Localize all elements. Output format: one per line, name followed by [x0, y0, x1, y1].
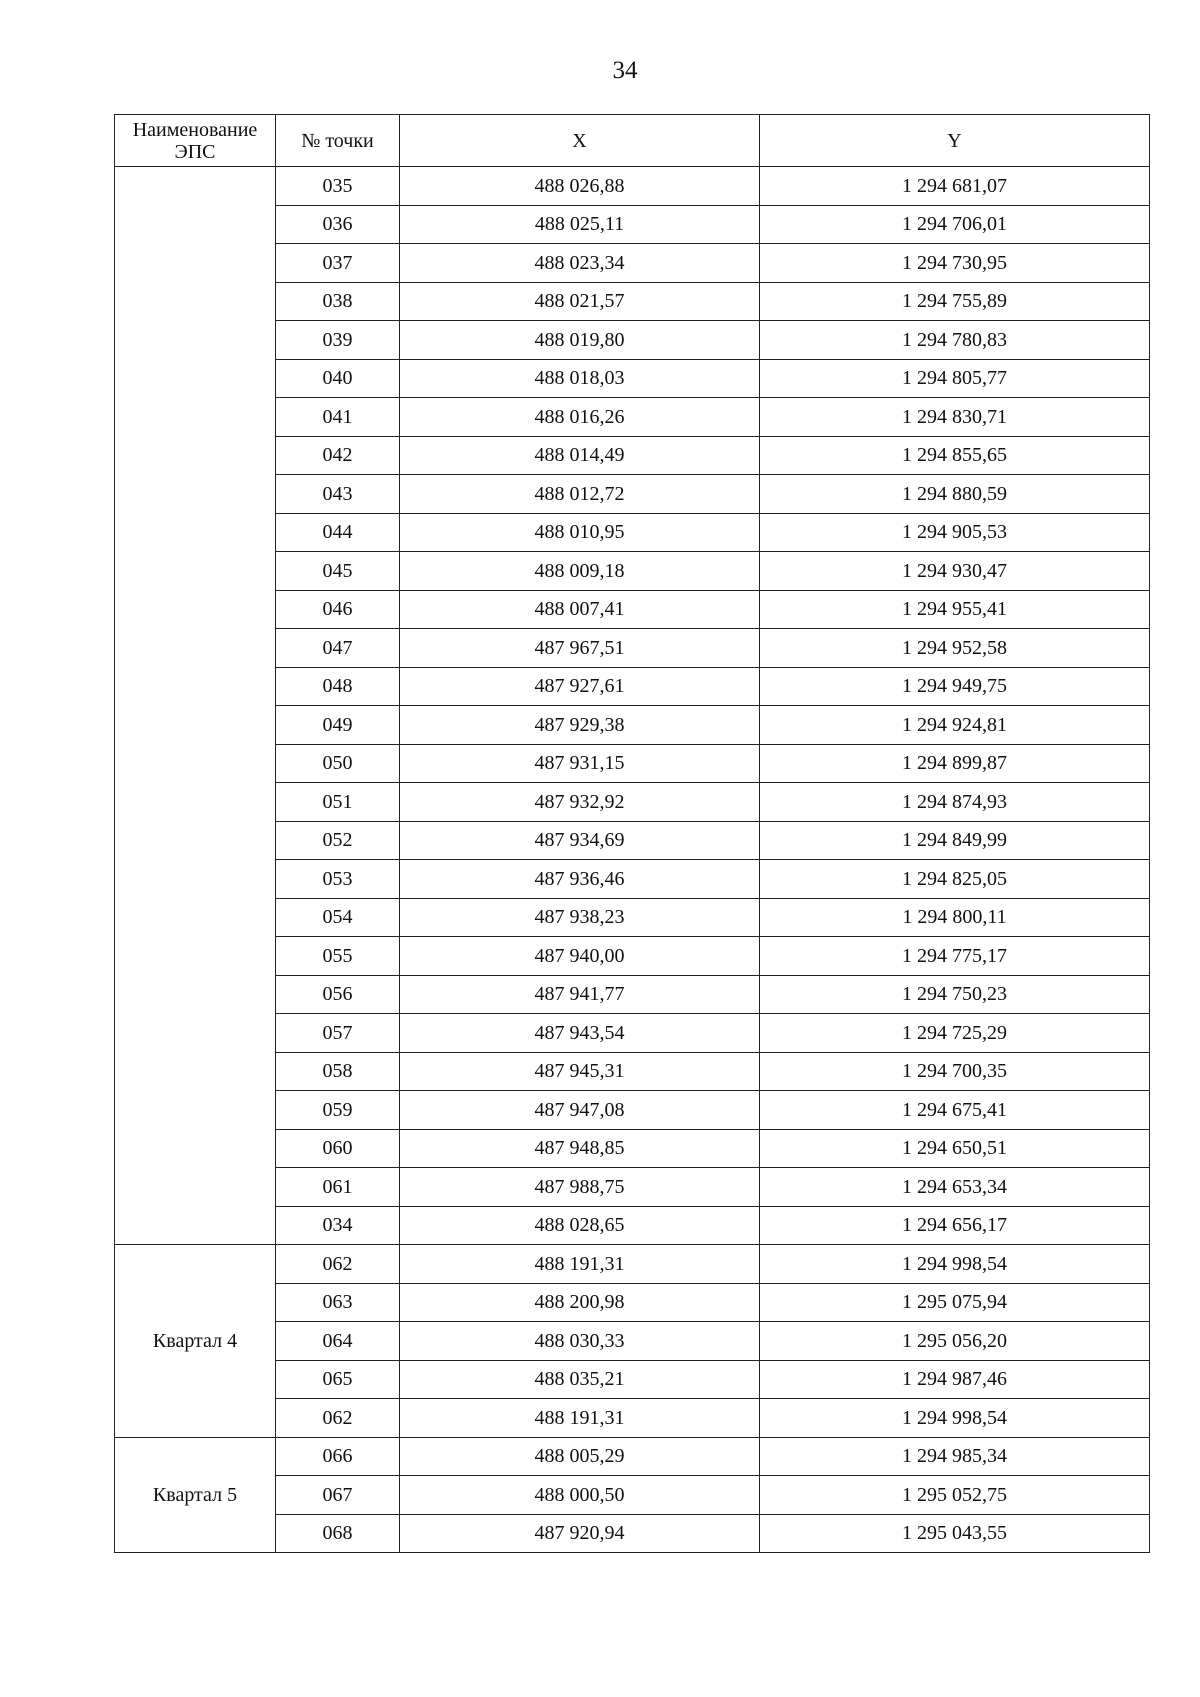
x-cell: 487 967,51 — [400, 629, 760, 668]
y-cell: 1 295 056,20 — [760, 1322, 1150, 1361]
x-cell: 488 009,18 — [400, 552, 760, 591]
point-cell: 042 — [276, 436, 400, 475]
point-cell: 051 — [276, 783, 400, 822]
x-cell: 487 947,08 — [400, 1091, 760, 1130]
point-cell: 058 — [276, 1052, 400, 1091]
table-row — [115, 1437, 1150, 1476]
x-cell: 487 934,69 — [400, 821, 760, 860]
point-cell: 039 — [276, 321, 400, 360]
x-cell: 488 191,31 — [400, 1399, 760, 1438]
y-cell: 1 294 905,53 — [760, 513, 1150, 552]
point-cell: 064 — [276, 1322, 400, 1361]
point-cell: 060 — [276, 1129, 400, 1168]
point-cell: 034 — [276, 1206, 400, 1245]
x-cell: 487 938,23 — [400, 898, 760, 937]
y-cell: 1 294 825,05 — [760, 860, 1150, 899]
y-cell: 1 294 805,77 — [760, 359, 1150, 398]
x-cell: 487 920,94 — [400, 1514, 760, 1553]
table-body — [115, 167, 1150, 1553]
point-cell: 053 — [276, 860, 400, 899]
table-row — [115, 1245, 1150, 1284]
y-cell: 1 294 830,71 — [760, 398, 1150, 437]
point-cell: 052 — [276, 821, 400, 860]
table-row — [115, 167, 1150, 206]
x-cell: 488 025,11 — [400, 205, 760, 244]
point-cell: 037 — [276, 244, 400, 283]
table-header — [115, 115, 1150, 167]
point-cell: 036 — [276, 205, 400, 244]
header-point: № точки — [276, 115, 400, 167]
x-cell: 487 932,92 — [400, 783, 760, 822]
y-cell: 1 294 650,51 — [760, 1129, 1150, 1168]
point-cell: 045 — [276, 552, 400, 591]
point-cell: 057 — [276, 1014, 400, 1053]
point-cell: 062 — [276, 1245, 400, 1284]
x-cell: 488 200,98 — [400, 1283, 760, 1322]
y-cell: 1 294 985,34 — [760, 1437, 1150, 1476]
y-cell: 1 294 675,41 — [760, 1091, 1150, 1130]
y-cell: 1 295 052,75 — [760, 1476, 1150, 1515]
x-cell: 488 007,41 — [400, 590, 760, 629]
x-cell: 488 035,21 — [400, 1360, 760, 1399]
x-cell: 488 000,50 — [400, 1476, 760, 1515]
y-cell: 1 294 681,07 — [760, 167, 1150, 206]
x-cell: 487 943,54 — [400, 1014, 760, 1053]
y-cell: 1 294 880,59 — [760, 475, 1150, 514]
header-name: Наименование ЭПС — [115, 115, 276, 167]
y-cell: 1 294 955,41 — [760, 590, 1150, 629]
point-cell: 063 — [276, 1283, 400, 1322]
point-cell: 065 — [276, 1360, 400, 1399]
x-cell: 488 012,72 — [400, 475, 760, 514]
point-cell: 040 — [276, 359, 400, 398]
y-cell: 1 294 855,65 — [760, 436, 1150, 475]
y-cell: 1 294 725,29 — [760, 1014, 1150, 1053]
x-cell: 487 988,75 — [400, 1168, 760, 1207]
point-cell: 050 — [276, 744, 400, 783]
x-cell: 488 030,33 — [400, 1322, 760, 1361]
y-cell: 1 294 750,23 — [760, 975, 1150, 1014]
x-cell: 488 026,88 — [400, 167, 760, 206]
y-cell: 1 294 775,17 — [760, 937, 1150, 976]
point-cell: 043 — [276, 475, 400, 514]
coordinates-table — [114, 114, 1150, 1553]
x-cell: 488 014,49 — [400, 436, 760, 475]
x-cell: 488 018,03 — [400, 359, 760, 398]
group-name-cell: Квартал 4 — [115, 1245, 276, 1438]
x-cell: 488 010,95 — [400, 513, 760, 552]
x-cell: 488 028,65 — [400, 1206, 760, 1245]
point-cell: 061 — [276, 1168, 400, 1207]
point-cell: 066 — [276, 1437, 400, 1476]
y-cell: 1 294 849,99 — [760, 821, 1150, 860]
y-cell: 1 294 706,01 — [760, 205, 1150, 244]
x-cell: 487 948,85 — [400, 1129, 760, 1168]
y-cell: 1 295 043,55 — [760, 1514, 1150, 1553]
x-cell: 488 005,29 — [400, 1437, 760, 1476]
x-cell: 487 941,77 — [400, 975, 760, 1014]
y-cell: 1 294 653,34 — [760, 1168, 1150, 1207]
y-cell: 1 294 998,54 — [760, 1245, 1150, 1284]
point-cell: 059 — [276, 1091, 400, 1130]
point-cell: 054 — [276, 898, 400, 937]
point-cell: 035 — [276, 167, 400, 206]
y-cell: 1 294 730,95 — [760, 244, 1150, 283]
y-cell: 1 294 656,17 — [760, 1206, 1150, 1245]
point-cell: 047 — [276, 629, 400, 668]
point-cell: 055 — [276, 937, 400, 976]
y-cell: 1 295 075,94 — [760, 1283, 1150, 1322]
point-cell: 056 — [276, 975, 400, 1014]
y-cell: 1 294 800,11 — [760, 898, 1150, 937]
y-cell: 1 294 700,35 — [760, 1052, 1150, 1091]
y-cell: 1 294 755,89 — [760, 282, 1150, 321]
x-cell: 487 929,38 — [400, 706, 760, 745]
point-cell: 046 — [276, 590, 400, 629]
point-cell: 049 — [276, 706, 400, 745]
x-cell: 488 019,80 — [400, 321, 760, 360]
y-cell: 1 294 780,83 — [760, 321, 1150, 360]
point-cell: 067 — [276, 1476, 400, 1515]
y-cell: 1 294 952,58 — [760, 629, 1150, 668]
x-cell: 488 023,34 — [400, 244, 760, 283]
header-x: X — [400, 115, 760, 167]
x-cell: 488 021,57 — [400, 282, 760, 321]
point-cell: 041 — [276, 398, 400, 437]
point-cell: 038 — [276, 282, 400, 321]
y-cell: 1 294 998,54 — [760, 1399, 1150, 1438]
point-cell: 062 — [276, 1399, 400, 1438]
x-cell: 488 016,26 — [400, 398, 760, 437]
x-cell: 487 931,15 — [400, 744, 760, 783]
point-cell: 044 — [276, 513, 400, 552]
header-row — [115, 115, 1150, 167]
x-cell: 487 945,31 — [400, 1052, 760, 1091]
x-cell: 488 191,31 — [400, 1245, 760, 1284]
point-cell: 048 — [276, 667, 400, 706]
y-cell: 1 294 899,87 — [760, 744, 1150, 783]
x-cell: 487 927,61 — [400, 667, 760, 706]
group-name-cell — [115, 167, 276, 1245]
y-cell: 1 294 987,46 — [760, 1360, 1150, 1399]
y-cell: 1 294 924,81 — [760, 706, 1150, 745]
header-y: Y — [760, 115, 1150, 167]
page-number: 34 — [612, 57, 638, 84]
x-cell: 487 940,00 — [400, 937, 760, 976]
point-cell: 068 — [276, 1514, 400, 1553]
y-cell: 1 294 949,75 — [760, 667, 1150, 706]
y-cell: 1 294 874,93 — [760, 783, 1150, 822]
group-name-cell: Квартал 5 — [115, 1437, 276, 1553]
y-cell: 1 294 930,47 — [760, 552, 1150, 591]
x-cell: 487 936,46 — [400, 860, 760, 899]
